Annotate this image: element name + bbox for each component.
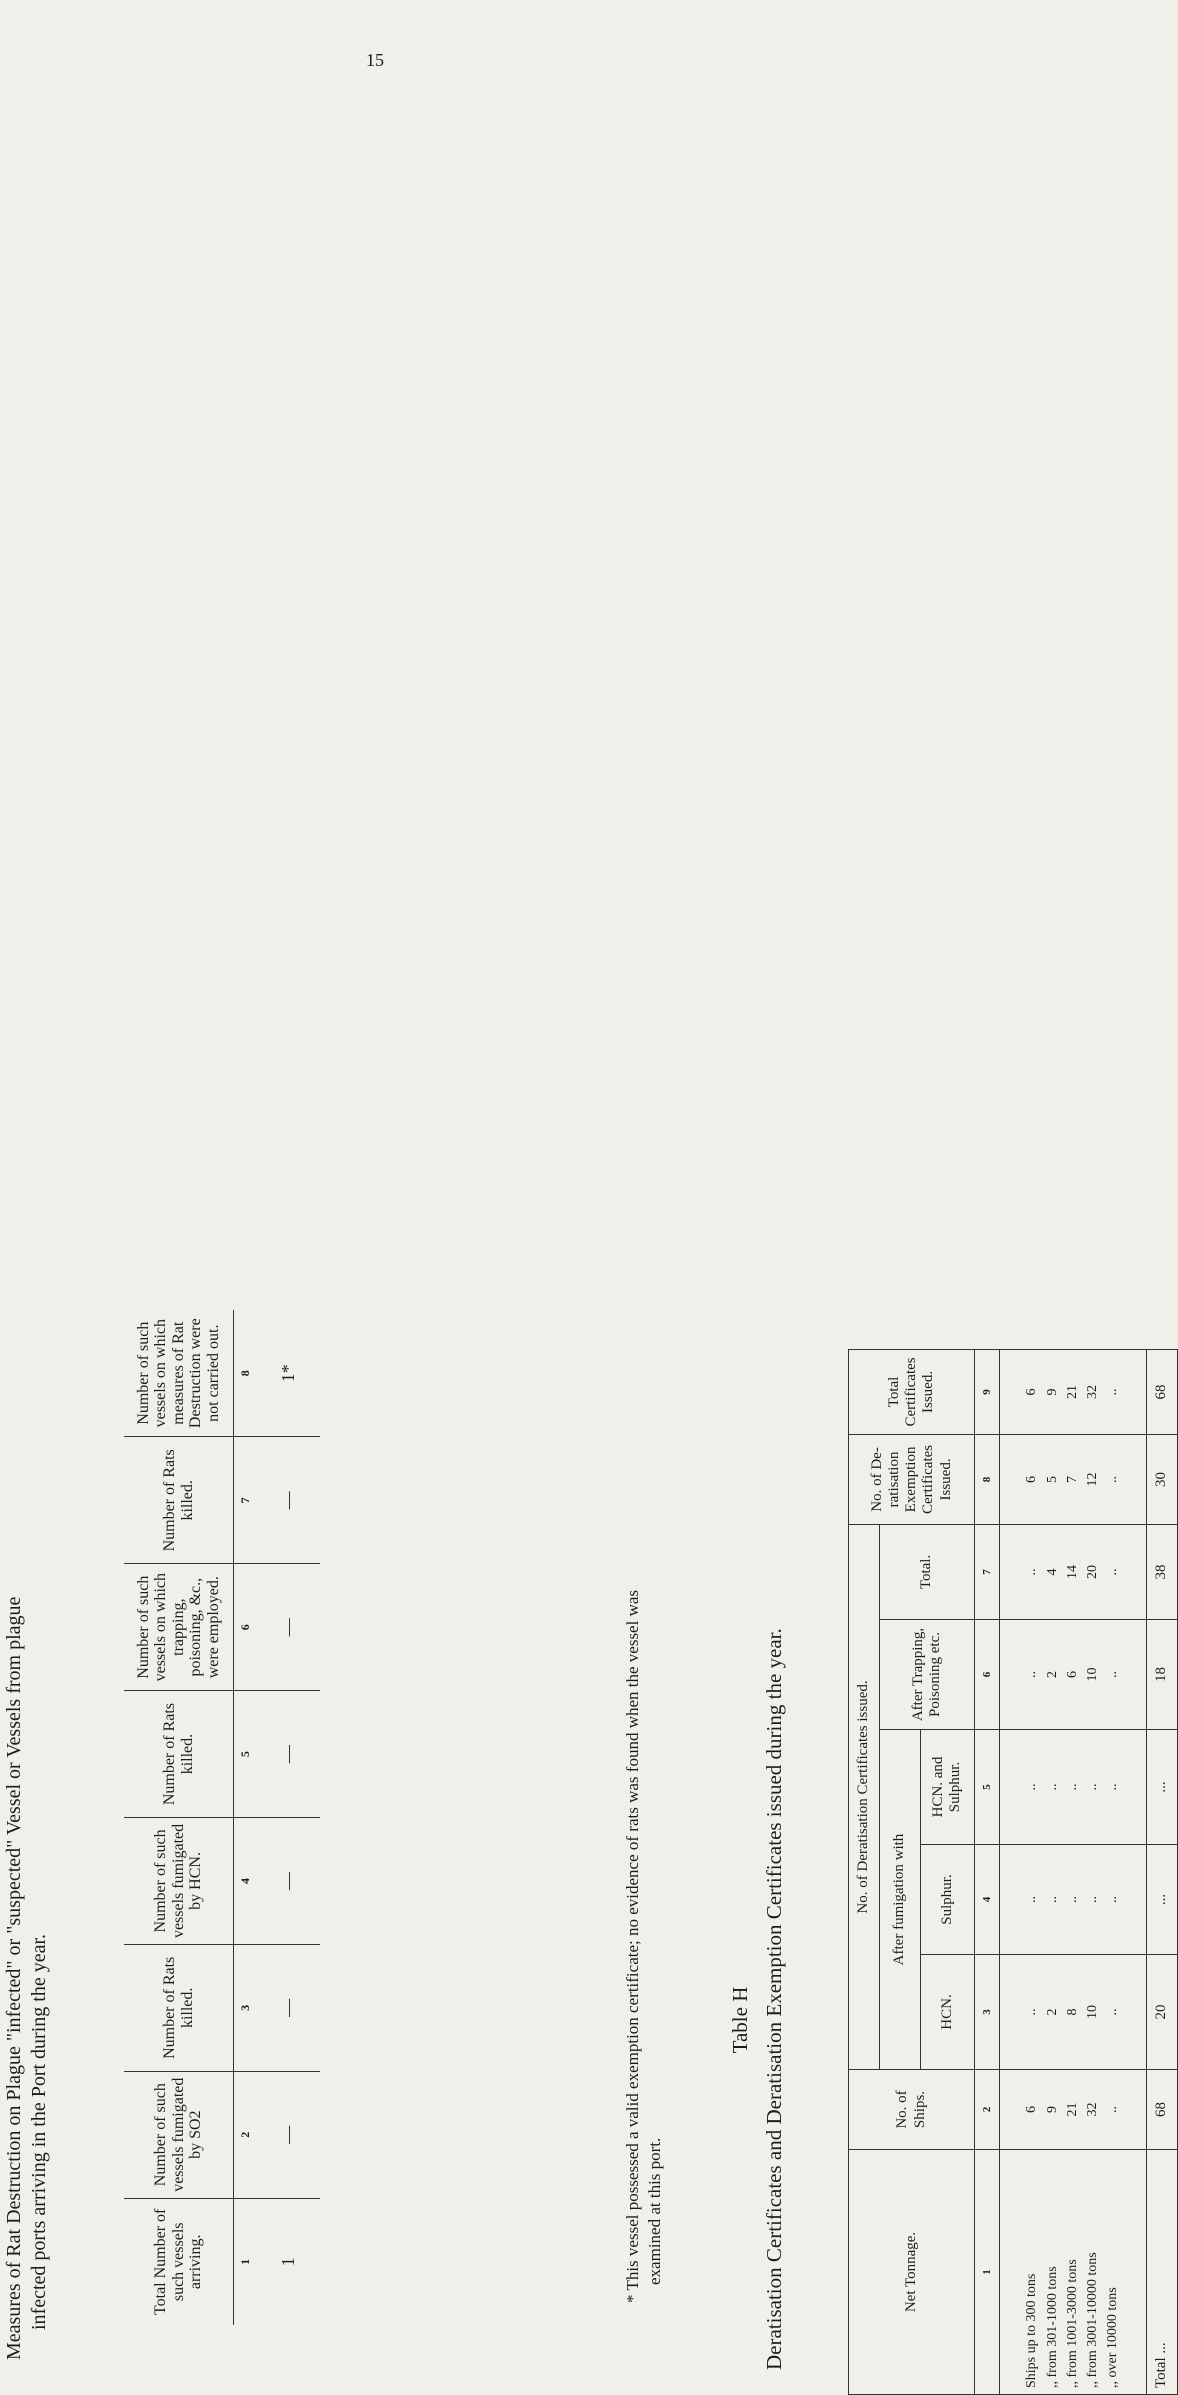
value-cell: — (256, 1944, 320, 2071)
cell: 6 (1024, 1388, 1040, 1396)
cell: .. (1024, 1568, 1040, 1576)
measures-title (2, 1180, 52, 2360)
header-no-of-ships: No. of Ships. (849, 2070, 975, 2150)
col-number: 6 (975, 1620, 999, 1730)
cell: 10 (1085, 2005, 1101, 2019)
col-number: 4 (975, 1845, 999, 1955)
col-number: 4 (234, 1818, 257, 1945)
total-trapping: 18 (1147, 1620, 1178, 1730)
cell: 4 (1044, 1568, 1060, 1576)
cell: .. (1105, 1783, 1121, 1791)
total-hcn: 20 (1147, 1955, 1178, 2070)
cell: .. (1105, 1388, 1121, 1396)
header-after-fumigation: After fumigation with (879, 1730, 920, 2070)
footnote-line2: examined at this port. (645, 2137, 665, 2285)
tonnage-row: Ships up to 300 tons (1024, 2273, 1040, 2388)
cell: 2 (1044, 2008, 1060, 2016)
cell: .. (1024, 1671, 1040, 1678)
value-cell: — (256, 1818, 320, 1945)
column-number-row (975, 1349, 999, 2394)
col-number: 2 (234, 2071, 257, 2198)
cell: .. (1105, 1896, 1121, 1903)
header-total-certificates: Total Certificates Issued. (849, 1349, 975, 1434)
value-cell: — (256, 1437, 320, 1564)
tonnage-row: ,, from 1001-3000 tons (1064, 2259, 1080, 2388)
measures-grid (124, 1310, 320, 2325)
header-derat-total: Total. (879, 1524, 975, 1619)
cell: .. (1064, 1783, 1080, 1791)
col-number: 1 (975, 2150, 999, 2395)
total-ships: 68 (1147, 2070, 1178, 2150)
value-cell: 1 (256, 2198, 320, 2325)
header-exemption: No. of De-ratisation Exemption Certificates Issued. (849, 1434, 975, 1524)
cell: 6 (1064, 1671, 1080, 1678)
value-cell: — (256, 1691, 320, 1818)
col-number: 1 (234, 2198, 257, 2325)
cell: 20 (1085, 1564, 1101, 1579)
cell: .. (1105, 2008, 1121, 2016)
measures-value-row (256, 1310, 320, 2325)
hcn-values (999, 1955, 1146, 2070)
tonnage-list (999, 2150, 1146, 2395)
col-number: 7 (975, 1524, 999, 1619)
value-cell: — (256, 2071, 320, 2198)
cell: .. (1105, 1671, 1121, 1678)
total-exemption: 30 (1147, 1434, 1178, 1524)
table-h-title: Deratisation Certificates and Deratisation Exemption Certificates issued during the year. (761, 1628, 786, 2370)
tonnage-row: ,, from 301-1000 tons (1044, 2266, 1060, 2388)
header-trapping: Number of such vessels on which trapping, poisoning, &c., were employed. (124, 1564, 234, 1691)
exemption-values (999, 1434, 1146, 1524)
col-number: 8 (237, 1370, 252, 1377)
total-certificates: 68 (1147, 1349, 1178, 1434)
data-rows (999, 1349, 1146, 2394)
header-not-carried-out: Number of such vessels on which measures of Rat Destruction were not carried out. (124, 1310, 234, 1437)
header-rats-killed-trapping: Number of Rats killed. (124, 1437, 234, 1564)
header-fumigated-hcn: Number of such vessels fumigated by HCN. (124, 1818, 234, 1945)
cell: .. (1024, 1783, 1040, 1791)
table-h-label: Table H (728, 1986, 752, 2054)
header-rats-killed-hcn: Number of Rats killed. (124, 1691, 234, 1818)
cell: 14 (1064, 1564, 1080, 1579)
tonnage-row: ,, from 3001-10000 tons (1085, 2252, 1101, 2388)
cell: .. (1085, 1783, 1101, 1791)
header-total-vessels: Total Number of such vessels arriving. (124, 2198, 234, 2325)
header-row-1 (849, 1349, 880, 2394)
cell: 5 (1044, 1475, 1060, 1483)
page-number: 15 (366, 50, 384, 70)
total-hcn-sulphur: ... (1147, 1730, 1178, 1845)
header-after-trapping: After Trapping, Poisoning etc. (879, 1620, 975, 1730)
cell: .. (1024, 1896, 1040, 1903)
measures-title-line2: infected ports arriving in the Port during the year. (28, 1933, 50, 2330)
table-h-caption (724, 1270, 791, 2370)
col-number: 3 (975, 1955, 999, 2070)
header-hcn-sulphur: HCN. and Sulphur. (920, 1730, 975, 1845)
col-number: 2 (975, 2070, 999, 2150)
cell: .. (1024, 2008, 1040, 2016)
table-h (848, 1350, 1178, 2395)
header-rats-killed-so2: Number of Rats killed. (124, 1944, 234, 2071)
sulphur-values (999, 1845, 1146, 1955)
cell: .. (1105, 1475, 1121, 1483)
cell: 6 (1024, 2106, 1040, 2113)
col-number: 8 (975, 1434, 999, 1524)
cell: 12 (1085, 1472, 1101, 1487)
measures-title-line1: Measures of Rat Destruction on Plague "infected" or "suspected" Vessel or Vessels from plague (3, 1596, 25, 2360)
col-number: 3 (234, 1944, 257, 2071)
footnote-line1: * This vessel possessed a valid exemption certificate; no evidence of rats was found when the vessel was (623, 1589, 642, 2303)
table-h-grid (848, 1349, 1178, 2395)
col-number: 5 (234, 1691, 257, 1818)
col-number: 6 (234, 1564, 257, 1691)
total-certs-values (999, 1349, 1146, 1434)
tonnage-row: ,, over 10000 tons (1105, 2287, 1121, 2388)
col-number: 9 (975, 1349, 999, 1434)
cell: 21 (1064, 1384, 1080, 1399)
cell: .. (1044, 1896, 1060, 1903)
cell: 32 (1085, 1384, 1101, 1399)
cell: 8 (1064, 2008, 1080, 2016)
header-deratisation-group: No. of Deratisation Certificates issued. (849, 1524, 880, 2069)
col-number: 7 (234, 1437, 257, 1564)
hcn-sulphur-values (999, 1730, 1146, 1845)
cell: .. (1064, 1896, 1080, 1903)
header-fumigated-so2: Number of such vessels fumigated by SO2 (124, 2071, 234, 2198)
cell: .. (1105, 1568, 1121, 1576)
cell: .. (1085, 1896, 1101, 1903)
footnote (622, 1303, 666, 2303)
cell: 10 (1085, 1667, 1101, 1682)
header-hcn: HCN. (920, 1955, 975, 2070)
cell: .. (1105, 2106, 1121, 2113)
cell: 7 (1064, 1475, 1080, 1483)
cell: 9 (1044, 2106, 1060, 2113)
total-sulphur: ... (1147, 1845, 1178, 1955)
totals-label: Total ... (1147, 2150, 1178, 2395)
value-cell: — (256, 1564, 320, 1691)
totals-row (1147, 1349, 1178, 2394)
col-number: 5 (975, 1730, 999, 1845)
cell: 2 (1044, 1671, 1060, 1678)
trapping-values (999, 1620, 1146, 1730)
derat-total-values (999, 1524, 1146, 1619)
total-derat: 38 (1147, 1524, 1178, 1619)
ships-values (999, 2070, 1146, 2150)
header-sulphur: Sulphur. (920, 1845, 975, 1955)
cell: 6 (1024, 1475, 1040, 1483)
cell: 21 (1064, 2102, 1080, 2117)
cell: .. (1044, 1783, 1060, 1791)
measures-header-row (124, 1310, 234, 2325)
measures-table (124, 1310, 298, 2325)
measures-number-row (234, 1310, 257, 2325)
value-cell: 1* (277, 1364, 298, 1383)
cell: 9 (1044, 1388, 1060, 1396)
cell: 32 (1085, 2102, 1101, 2117)
header-net-tonnage: Net Tonnage. (849, 2150, 975, 2395)
